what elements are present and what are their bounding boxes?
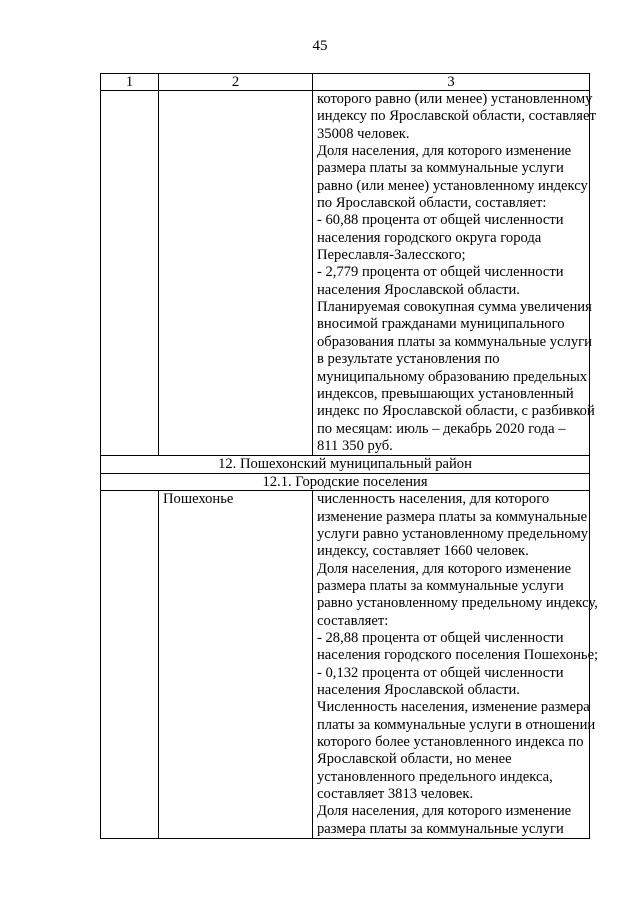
text-line: 811 350 руб. — [317, 437, 393, 454]
section-row-district — [101, 456, 590, 474]
table-row — [101, 491, 590, 839]
text-line: по месяцам: июль – декабрь 2020 года – — [317, 420, 566, 437]
text-line: индексов, превышающих установленный — [317, 385, 574, 402]
text-line: изменение размера платы за коммунальные — [317, 508, 588, 525]
text-line: установленного предельного индекса, — [317, 768, 553, 785]
text-line: размера платы за коммунальные услуги — [317, 160, 564, 177]
text-line: Доля населения, для которого изменение — [317, 803, 572, 820]
text-line: индексу по Ярославской области, составляет — [317, 108, 596, 125]
row1-col1-cell — [101, 91, 159, 456]
column-header-3: 3 — [313, 74, 590, 91]
text-line: размера платы за коммунальные услуги — [317, 820, 564, 837]
text-line: платы за коммунальные услуги в отношении — [317, 716, 596, 733]
text-line: индексу, составляет 1660 человек. — [317, 543, 529, 560]
text-line: вносимой гражданами муниципального — [317, 316, 565, 333]
text-line: населения городского поселения Пошехонье; — [317, 647, 599, 664]
text-line: размера платы за коммунальные услуги — [317, 577, 564, 594]
text-line: Переславля-Залесского; — [317, 247, 466, 264]
text-line: муниципальному образованию предельных — [317, 368, 588, 385]
text-line: населения городского округа города — [317, 229, 542, 246]
text-line: составляет 3813 человек. — [317, 786, 474, 803]
section-row-settlements — [101, 473, 590, 491]
text-line: составляет: — [317, 612, 389, 629]
row1-col2-cell — [159, 91, 313, 456]
text-line: которого более установленного индекса по — [317, 734, 584, 751]
row2-settlement-name: Пошехонье — [159, 491, 313, 839]
text-line: - 28,88 процента от общей численности — [317, 629, 564, 646]
text-line: 35008 человек. — [317, 125, 410, 142]
text-line: равно (или менее) установленному индексу — [317, 177, 588, 194]
page-number: 45 — [312, 38, 328, 54]
text-line: населения Ярославской области. — [317, 281, 520, 298]
column-header-1: 1 — [101, 74, 159, 91]
text-line: - 60,88 процента от общей численности — [317, 212, 564, 229]
row2-col1-cell — [101, 491, 159, 839]
section-district-title: 12. Пошехонский муниципальный район — [101, 456, 590, 474]
text-line: численность населения, для которого — [317, 491, 550, 508]
text-line: по Ярославской области, составляет: — [317, 195, 547, 212]
text-line: Доля населения, для которого изменение — [317, 560, 572, 577]
text-line: - 0,132 процента от общей численности — [317, 664, 564, 681]
text-line: Ярославской области, но менее — [317, 751, 512, 768]
text-line: услуги равно установленному предельному — [317, 525, 589, 542]
text-line: индекс по Ярославской области, с разбивкой — [317, 403, 595, 420]
row1-col3-cell — [313, 91, 596, 456]
document-table — [100, 73, 599, 839]
text-line: равно установленному предельному индексу, — [317, 595, 598, 612]
table-row — [101, 91, 590, 456]
row2-col3-text — [317, 491, 599, 838]
row1-col3-text — [317, 91, 596, 455]
text-line: в результате установления по — [317, 351, 500, 368]
text-line: Численность населения, изменение размера — [317, 699, 590, 716]
column-header-2: 2 — [159, 74, 313, 91]
text-line: населения Ярославской области. — [317, 682, 520, 698]
text-line: образования платы за коммунальные услуги — [317, 333, 592, 350]
table-header-row — [101, 74, 590, 91]
text-line: Планируемая совокупная сумма увеличения — [317, 299, 592, 316]
text-line: Доля населения, для которого изменение — [317, 143, 572, 160]
text-line: - 2,779 процента от общей численности — [317, 264, 564, 281]
row2-col3-cell — [313, 491, 599, 839]
section-settlements-title: 12.1. Городские поселения — [101, 473, 590, 491]
text-line: которого равно (или менее) установленному — [317, 91, 593, 107]
